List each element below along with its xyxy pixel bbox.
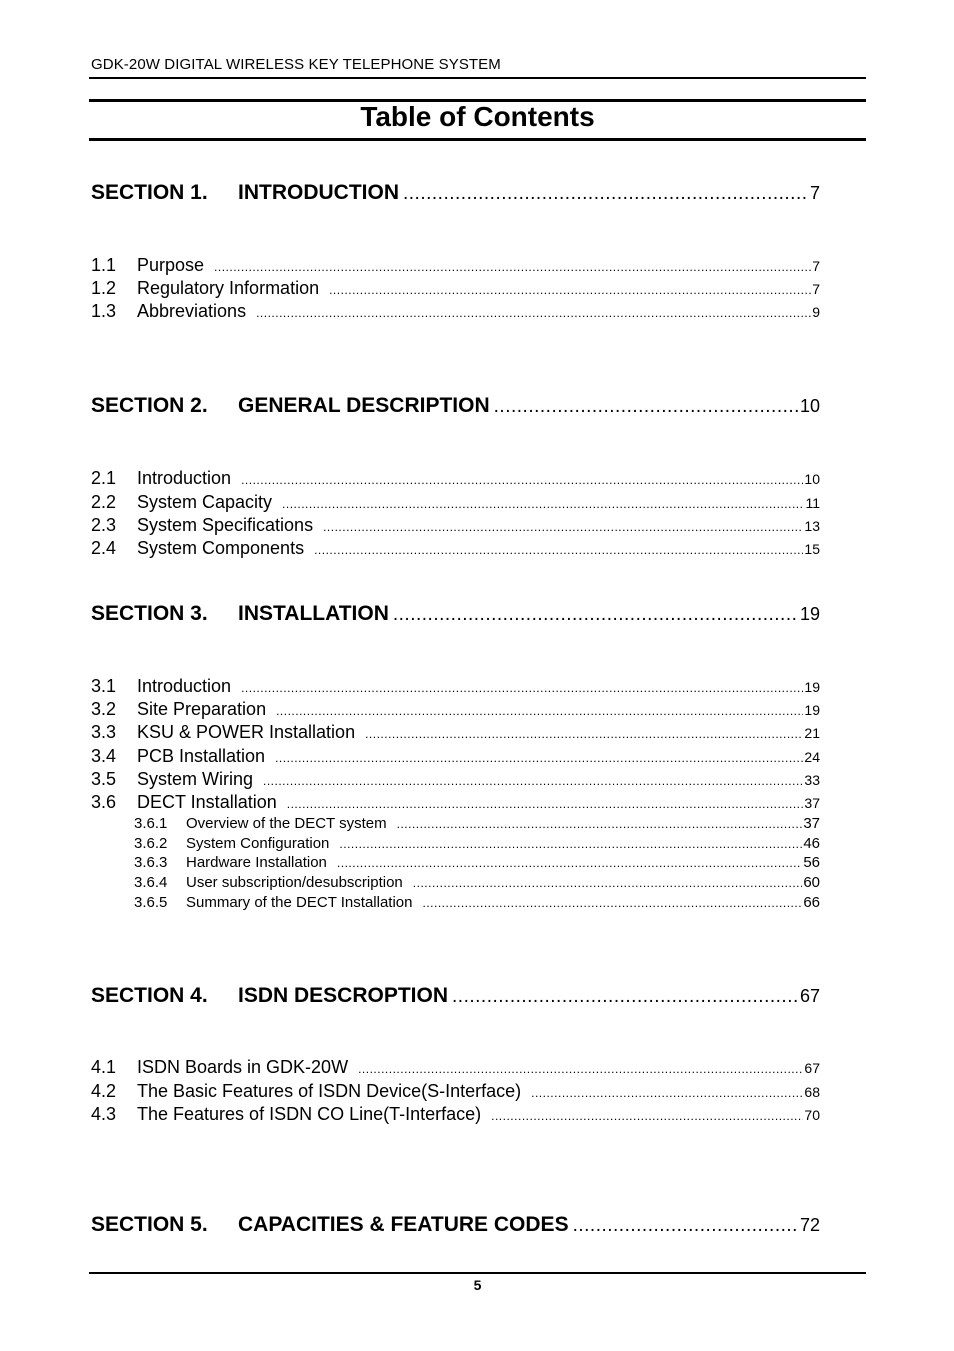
entry-title: PCB Installation (137, 746, 266, 766)
entry-number: 1.2 (91, 278, 117, 298)
toc-section-2[interactable] (91, 394, 820, 418)
toc-entry-1-3[interactable] (91, 301, 820, 322)
entry-title: System Specifications (137, 515, 314, 535)
entry-title: Abbreviations (137, 301, 247, 321)
footer-rule (89, 1272, 866, 1274)
entry-title: Site Preparation (137, 699, 267, 719)
title-rule-bottom (89, 138, 866, 141)
header-rule (89, 77, 866, 79)
dot-leader (256, 306, 811, 320)
section-title: GENERAL DESCRIPTION (238, 394, 490, 417)
toc-section-3[interactable] (91, 602, 820, 626)
section-title: INSTALLATION (238, 602, 389, 625)
page-number: 68 (804, 1084, 820, 1100)
dot-leader (491, 1109, 803, 1123)
entry-number: 2.3 (91, 515, 117, 535)
dot-leader (358, 1062, 803, 1076)
page-number: 33 (804, 772, 820, 788)
toc-section-1[interactable] (91, 181, 820, 205)
toc-entry-3-6[interactable] (91, 792, 820, 813)
entry-title: Introduction (137, 676, 232, 696)
running-header: GDK-20W DIGITAL WIRELESS KEY TELEPHONE SYSTEM (91, 56, 501, 73)
dot-leader (573, 1215, 799, 1237)
entry-title: System Capacity (137, 492, 273, 512)
section-number: SECTION 4. (91, 984, 208, 1007)
toc-entry-1-2[interactable] (91, 278, 820, 299)
dot-leader (339, 837, 802, 851)
toc-entry-2-3[interactable] (91, 515, 820, 536)
dot-leader (287, 797, 804, 811)
entry-title: System Wiring (137, 769, 254, 789)
page-number: 19 (804, 679, 820, 695)
page-number: 21 (804, 725, 820, 741)
entry-number: 3.6.3 (134, 854, 168, 871)
dot-leader (365, 727, 803, 741)
toc-entry-4-3[interactable] (91, 1104, 820, 1125)
page-number: 19 (799, 604, 820, 624)
toc-entry-2-1[interactable] (91, 468, 820, 489)
toc-entry-3-3[interactable] (91, 722, 820, 743)
entry-title: ISDN Boards in GDK-20W (137, 1057, 349, 1077)
toc-entry-4-1[interactable] (91, 1057, 820, 1078)
entry-title: System Components (137, 538, 305, 558)
page-number: 7 (812, 258, 820, 274)
entry-number: 1.1 (91, 255, 117, 275)
dot-leader (275, 751, 803, 765)
entry-number: 3.1 (91, 676, 117, 696)
page-number: 66 (803, 894, 820, 911)
entry-number: 2.1 (91, 468, 117, 488)
page-title: Table of Contents (360, 101, 595, 132)
dot-leader (276, 704, 803, 718)
dot-leader (314, 543, 803, 557)
toc-entry-3-1[interactable] (91, 676, 820, 697)
entry-title: The Features of ISDN CO Line(T-Interface) (137, 1104, 482, 1124)
section-title: INTRODUCTION (238, 181, 399, 204)
entry-number: 3.5 (91, 769, 117, 789)
page-number: 10 (799, 396, 820, 416)
entry-number: 2.2 (91, 492, 117, 512)
page-number: 19 (804, 702, 820, 718)
dot-leader (241, 473, 803, 487)
dot-leader (422, 896, 802, 910)
toc-entry-2-4[interactable] (91, 538, 820, 559)
section-number: SECTION 3. (91, 602, 208, 625)
page-number: 10 (804, 471, 820, 487)
page-number: 67 (799, 986, 820, 1006)
page-number: 37 (804, 795, 820, 811)
footer-page-number: 5 (473, 1277, 482, 1293)
entry-number: 4.1 (91, 1057, 117, 1077)
toc-entry-3-6-4[interactable] (134, 874, 820, 891)
section-number: SECTION 2. (91, 394, 208, 417)
toc-entry-3-2[interactable] (91, 699, 820, 720)
page-number: 46 (803, 835, 820, 852)
entry-title: DECT Installation (137, 792, 277, 812)
toc-entry-2-2[interactable] (91, 492, 820, 513)
toc-section-4[interactable] (91, 984, 820, 1008)
section-number: SECTION 1. (91, 181, 208, 204)
page-number: 13 (804, 518, 820, 534)
section-number: SECTION 5. (91, 1213, 208, 1236)
toc-entry-1-1[interactable] (91, 255, 820, 276)
entry-title: Regulatory Information (137, 278, 320, 298)
toc-section-5[interactable] (91, 1213, 820, 1237)
dot-leader (397, 817, 803, 831)
entry-title: Summary of the DECT Installation (186, 894, 413, 911)
dot-leader (452, 986, 799, 1008)
section-title: ISDN DESCROPTION (238, 984, 449, 1007)
dot-leader (413, 876, 803, 890)
toc-entry-3-6-3[interactable] (134, 854, 820, 871)
dot-leader (337, 856, 802, 870)
page-number: 72 (799, 1215, 820, 1235)
dot-leader (241, 681, 803, 695)
page-number: 56 (803, 854, 820, 871)
page-number: 37 (803, 815, 820, 832)
dot-leader (323, 520, 803, 534)
entry-number: 4.3 (91, 1104, 117, 1124)
entry-number: 3.4 (91, 746, 117, 766)
section-title: CAPACITIES & FEATURE CODES (238, 1213, 569, 1236)
entry-number: 3.6 (91, 792, 117, 812)
entry-title: Overview of the DECT system (186, 815, 387, 832)
page-number: 9 (812, 304, 820, 320)
entry-number: 3.6.1 (134, 815, 168, 832)
toc-entry-3-6-5[interactable] (134, 894, 820, 911)
entry-number: 3.6.5 (134, 894, 168, 911)
page-number: 60 (803, 874, 820, 891)
page-number: 11 (805, 495, 820, 511)
entry-title: Introduction (137, 468, 232, 488)
entry-number: 1.3 (91, 301, 117, 321)
dot-leader (403, 183, 809, 205)
toc-entry-3-6-2[interactable] (134, 835, 820, 852)
entry-title: System Configuration (186, 835, 330, 852)
entry-title: User subscription/desubscription (186, 874, 403, 891)
dot-leader (214, 260, 811, 274)
dot-leader (329, 283, 811, 297)
page-number: 15 (804, 541, 820, 557)
page-number: 24 (804, 749, 820, 765)
entry-number: 3.6.2 (134, 835, 168, 852)
page-number: 70 (804, 1107, 820, 1123)
entry-number: 2.4 (91, 538, 117, 558)
entry-title: Hardware Installation (186, 854, 327, 871)
entry-number: 3.3 (91, 722, 117, 742)
dot-leader (263, 774, 803, 788)
toc-entry-4-2[interactable] (91, 1081, 820, 1102)
page-number: 7 (812, 281, 820, 297)
entry-title: The Basic Features of ISDN Device(S-Interface) (137, 1081, 522, 1101)
toc-entry-3-4[interactable] (91, 746, 820, 767)
toc-entry-3-6-1[interactable] (134, 815, 820, 832)
entry-title: Purpose (137, 255, 205, 275)
entry-number: 4.2 (91, 1081, 117, 1101)
dot-leader (282, 497, 804, 511)
dot-leader (531, 1086, 803, 1100)
page-number: 67 (804, 1060, 820, 1076)
page-number: 7 (809, 183, 820, 203)
toc-entry-3-5[interactable] (91, 769, 820, 790)
entry-number: 3.2 (91, 699, 117, 719)
dot-leader (393, 604, 799, 626)
entry-number: 3.6.4 (134, 874, 168, 891)
entry-title: KSU & POWER Installation (137, 722, 356, 742)
dot-leader (494, 396, 799, 418)
